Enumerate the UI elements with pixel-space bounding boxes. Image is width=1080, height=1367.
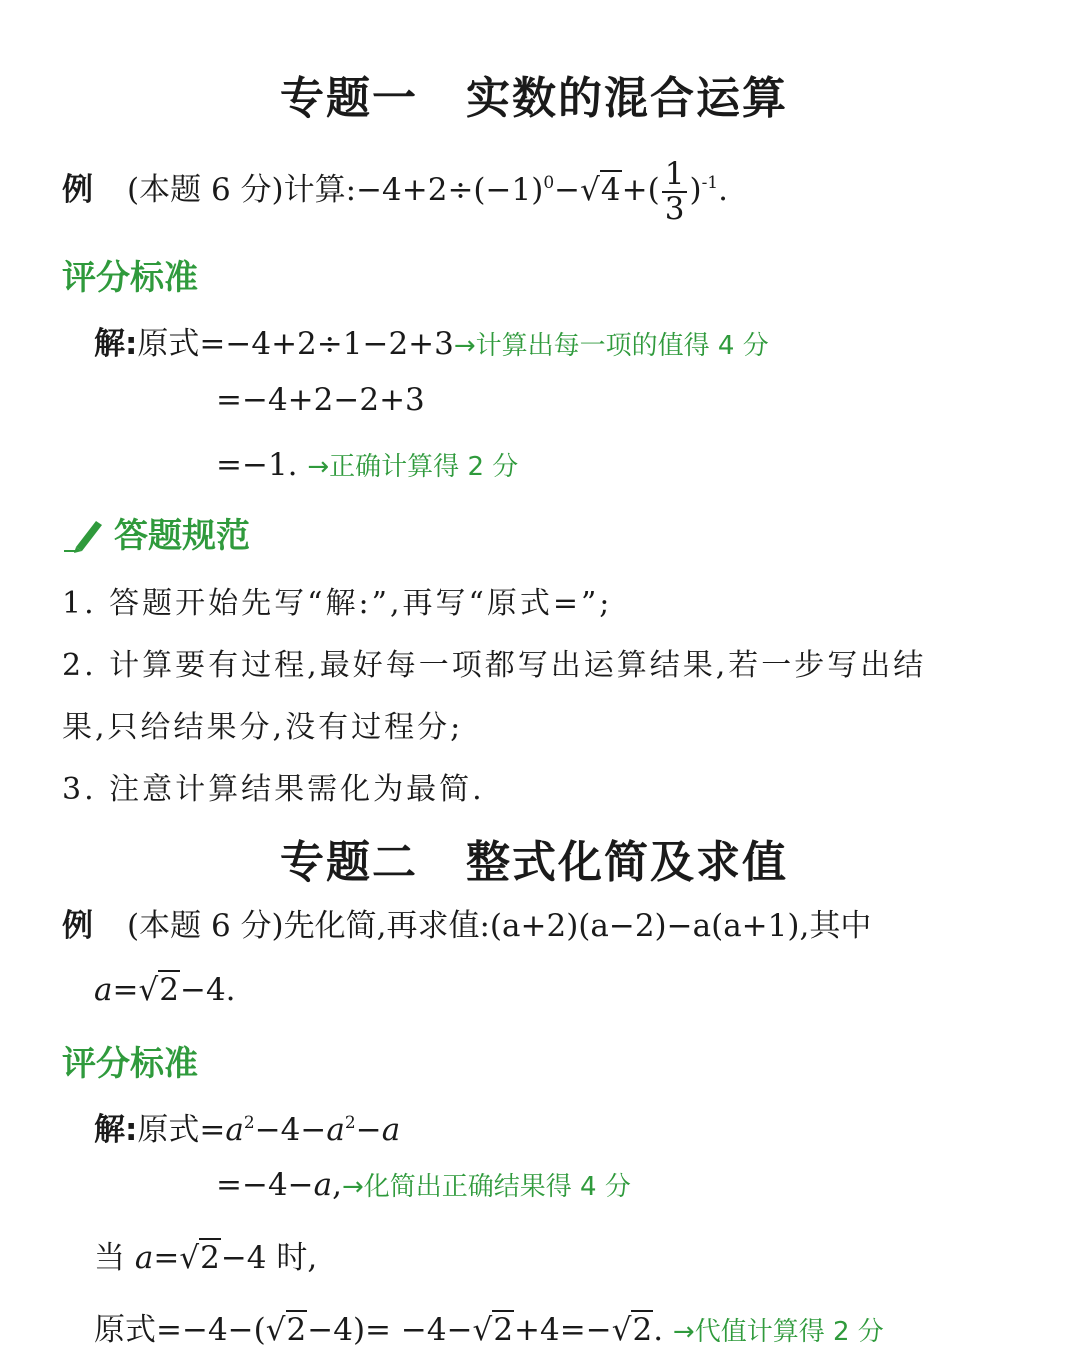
scoring-note-2pts: →正确计算得 2 分 — [307, 452, 519, 482]
solution-jie: 解: — [94, 326, 138, 362]
variable-a: a — [94, 972, 113, 1008]
given-end: −4. — [179, 972, 236, 1008]
solution-step1: 原式=−4+2÷1−2+3 — [137, 326, 454, 362]
exponent-two: 2 — [344, 1113, 356, 1133]
variable-a: a — [225, 1112, 244, 1148]
example-label: 例 — [62, 172, 93, 209]
sqrt-radicand: 2 — [493, 1312, 514, 1348]
norm-item-1: 1. 答题开始先写“解:”,再写“原式=”; — [62, 586, 613, 621]
topic1-title — [280, 62, 788, 126]
when-end: −4 时, — [220, 1240, 318, 1276]
sqrt-expression: √2 — [265, 1312, 307, 1348]
topic2-when-line — [94, 1232, 317, 1277]
topic2-solution-line1 — [94, 1104, 400, 1149]
period: . — [718, 172, 728, 209]
equals-sign: = — [112, 972, 139, 1008]
topic1-example — [62, 158, 728, 225]
sqrt-radicand: 2 — [159, 972, 179, 1008]
sqrt-radicand: 2 — [200, 1240, 220, 1276]
topic1-solution-line2: =−4+2−2+3 — [216, 382, 425, 418]
fraction-one-third — [662, 158, 688, 225]
example-prefix: (本题 6 分)计算:−4+2÷(−1) — [127, 172, 544, 209]
topic1-title-number: 专题一 — [280, 73, 418, 124]
norm-item-2: 2. 计算要有过程,最好每一项都写出运算结果,若一步写出结 — [62, 648, 927, 683]
example-text: (本题 6 分)先化简,再求值:(a+2)(a−2)−a(a+1),其中 — [127, 908, 872, 944]
variable-a: a — [381, 1112, 401, 1148]
fraction-numerator: 1 — [662, 158, 688, 193]
variable-a: a — [313, 1167, 333, 1203]
example-label: 例 — [62, 908, 93, 944]
equals-sign: = — [153, 1240, 180, 1276]
pencil-icon — [62, 513, 106, 562]
variable-a: a — [326, 1112, 345, 1148]
topic2-title-text: 整式化简及求值 — [466, 837, 788, 888]
topic2-scoring-heading: 评分标准 — [62, 1044, 198, 1084]
solution-step2: =−4− — [216, 1167, 314, 1203]
sqrt-expression: √2 — [179, 1240, 220, 1276]
topic2-title-number: 专题二 — [280, 837, 418, 888]
sqrt-expression: √2 — [138, 972, 179, 1008]
minus-sign: − — [554, 172, 581, 209]
plus-open-paren: +( — [621, 172, 660, 209]
final-prefix: 原式=−4−( — [94, 1312, 266, 1348]
topic2-title — [280, 826, 788, 890]
topic2-final-line — [94, 1304, 884, 1349]
period: . — [653, 1312, 664, 1348]
sqrt-radicand: 2 — [632, 1312, 653, 1348]
final-middle-1: −4)= −4− — [307, 1312, 473, 1348]
topic1-scoring-heading: 评分标准 — [62, 258, 198, 298]
final-middle-2: +4=− — [514, 1312, 612, 1348]
variable-a: a — [134, 1240, 154, 1276]
minus-sign: − — [355, 1112, 382, 1148]
close-paren: ) — [689, 172, 702, 209]
norm-item-2-continued: 果,只给结果分,没有过程分; — [62, 710, 464, 745]
topic2-example — [62, 900, 871, 945]
topic1-solution-line1 — [94, 318, 769, 363]
comma: , — [332, 1167, 342, 1203]
norms-heading — [62, 508, 250, 562]
sqrt-expression: √2 — [611, 1312, 653, 1348]
norm-item-3: 3. 注意计算结果需化为最简. — [62, 772, 485, 807]
exponent-zero: 0 — [543, 173, 555, 194]
solution-jie: 解: — [94, 1112, 138, 1148]
solution-middle: −4− — [254, 1112, 327, 1148]
sqrt-radicand: 2 — [286, 1312, 307, 1348]
scoring-note-4pts: →计算出每一项的值得 4 分 — [453, 331, 769, 361]
topic2-given-value — [94, 972, 236, 1008]
fraction-denominator: 3 — [664, 190, 685, 227]
solution-result: =−1. — [216, 447, 298, 483]
sqrt-radicand: 4 — [600, 172, 621, 209]
topic1-solution-line3 — [216, 446, 518, 483]
scoring-note-2pts: →代值计算得 2 分 — [672, 1317, 884, 1347]
exponent-negative-one: -1 — [701, 173, 719, 194]
sqrt-expression: √2 — [472, 1312, 514, 1348]
norms-heading-text: 答题规范 — [114, 516, 250, 556]
solution-prefix: 原式= — [137, 1112, 226, 1148]
exponent-two: 2 — [243, 1113, 255, 1133]
when-prefix: 当 — [94, 1240, 135, 1276]
scoring-note-4pts: →化简出正确结果得 4 分 — [342, 1172, 631, 1202]
sqrt-expression: √4 — [580, 172, 621, 209]
topic2-solution-line2 — [216, 1166, 631, 1203]
topic1-title-text: 实数的混合运算 — [466, 73, 788, 124]
